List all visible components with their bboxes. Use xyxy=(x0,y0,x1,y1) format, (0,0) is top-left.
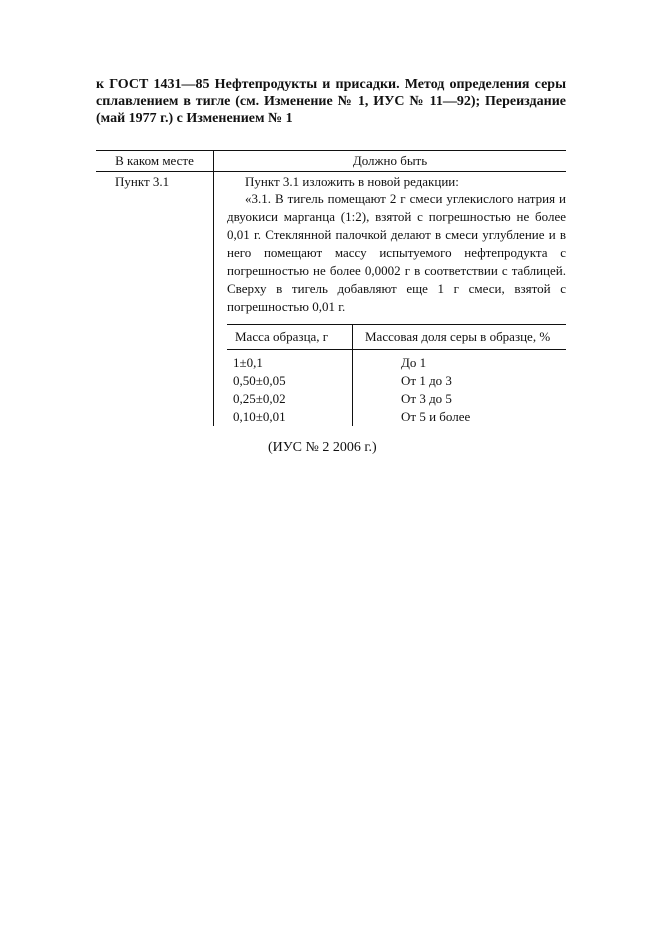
sulfur-cell: От 3 до 5 xyxy=(401,391,452,406)
row-should xyxy=(214,172,567,427)
sulfur-cell: От 5 и более xyxy=(401,409,471,424)
amendment-table xyxy=(96,150,566,426)
table-row xyxy=(227,372,566,390)
mass-cell: 0,25±0,02 xyxy=(227,390,353,408)
sulfur-cell: От 1 до 3 xyxy=(401,373,452,388)
header-mass: Масса образца, г xyxy=(227,325,353,350)
source-note: (ИУС № 2 2006 г.) xyxy=(268,440,377,455)
table-row xyxy=(96,172,566,427)
row-text: «3.1. В тигель помещают 2 г смеси углекислого натрия и двуокиси марганца (1:2), взятой с погрешностью не более 0,01 г. Стеклянной палочкой делают в смеси углубление и в него помещают массу испытуемого нефтепродукта с погрешностью не более 0,0002 г в соответствии с таблицей. Сверху в тигель добавляют еще 1 г смеси, взятой с погрешностью 0,01 г. xyxy=(227,191,566,314)
row-lead: Пункт 3.1 изложить в новой редакции: xyxy=(245,174,459,189)
amendment-table-header xyxy=(96,151,566,172)
mass-cell: 0,10±0,01 xyxy=(227,408,353,426)
row-content xyxy=(214,172,566,426)
mass-cell: 1±0,1 xyxy=(227,350,353,373)
table-row xyxy=(227,390,566,408)
mass-cell: 0,50±0,05 xyxy=(227,372,353,390)
header-where: В каком месте xyxy=(96,151,214,172)
header-sulfur: Массовая доля серы в образце, % xyxy=(353,325,567,350)
sample-mass-table xyxy=(227,324,566,426)
sulfur-cell: До 1 xyxy=(401,355,427,370)
document-title: к ГОСТ 1431—85 Нефтепродукты и присадки. Метод определения серы сплавлением в тигле (см. Изменение № 1, ИУС № 11—92); Переиздание (май 1977 г.) с Изменением № 1 xyxy=(96,77,566,126)
row-where: Пункт 3.1 xyxy=(96,172,214,427)
header-should: Должно быть xyxy=(214,151,567,172)
table-row xyxy=(227,408,566,426)
sample-mass-table-header xyxy=(227,325,566,350)
table-row xyxy=(227,350,566,373)
